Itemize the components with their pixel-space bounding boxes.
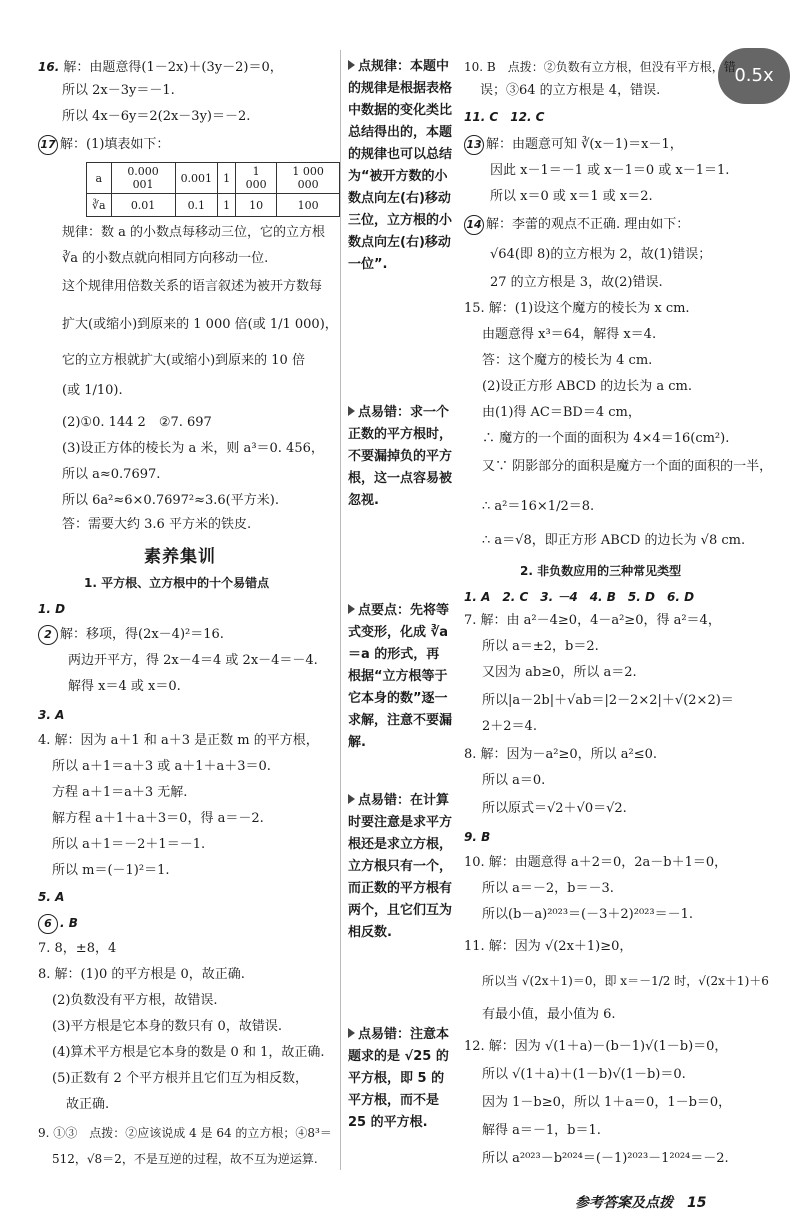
answer-7: 7. 8，±8，4	[38, 941, 117, 956]
triangle-marker-icon	[348, 604, 355, 614]
text-line: 这个规律用倍数关系的语言叙述为被开方数每	[62, 279, 323, 294]
text-line: 由(1)得 AC＝BD＝4 cm，	[482, 405, 641, 420]
text-line: 解得 x＝4 或 x＝0.	[68, 679, 181, 694]
triangle-marker-icon	[348, 794, 355, 804]
text-line: 所以 x＝0 或 x＝1 或 x＝2.	[490, 189, 653, 204]
text-line: 方程 a＋1＝a＋3 无解.	[52, 785, 188, 800]
text-line: (2)设正方形 ABCD 的边长为 a cm.	[482, 379, 692, 394]
page-footer: 参考答案及点拨 15	[575, 1195, 707, 1211]
text-line: 解方程 a＋1＋a＋3＝0，得 a＝－2.	[52, 811, 264, 826]
text-line: (2)负数没有平方根，故错误.	[52, 993, 218, 1008]
note-error-1: 点易错：求一个正数的平方根时，不要漏掉负的平方根，这一点容易被忽视.	[348, 405, 453, 508]
answer-12: 12. 解：因为 √(1＋a)－(b－1)√(1－b)＝0，	[464, 1039, 728, 1054]
section-title: 素养集训	[144, 547, 216, 567]
text-line: 所以 a≈0.7697.	[62, 467, 161, 482]
triangle-marker-icon	[348, 406, 355, 416]
text-line: 所以 6a²≈6×0.7697²≈3.6(平方米).	[62, 493, 279, 508]
text-line: 所以当 √(2x＋1)＝0，即 x＝－1/2 时，√(2x＋1)＋6	[482, 974, 769, 988]
text-line: 所以 a＋1＝a＋3 或 a＋1＋a＋3＝0.	[52, 759, 271, 774]
answer-7: 7. 解：由 a²－4≥0，4－a²≥0，得 a²＝4，	[464, 613, 721, 628]
answer-14: 14 解：李蕾的观点不正确. 理由如下：	[464, 214, 689, 236]
text-line: (4)算术平方根是它本身的数是 0 和 1，故正确.	[52, 1045, 325, 1060]
text-line: 所以 a＝－2，b＝－3.	[482, 881, 614, 896]
text-line: 它的立方根就扩大(或缩小)到原来的 10 倍	[62, 353, 305, 368]
section-subtitle: 1. 平方根、立方根中的十个易错点	[84, 576, 270, 590]
text-line: 27 的立方根是 3，故(2)错误.	[490, 275, 663, 290]
text-line: 所以 m＝(－1)²＝1.	[52, 863, 170, 878]
text-line: 解得 a＝－1，b＝1.	[482, 1123, 601, 1138]
answer-6: 6 . B	[38, 912, 78, 935]
text-line: 所以 a＝±2，b＝2.	[482, 639, 599, 654]
text-line: (3)平方根是它本身的数只有 0，故错误.	[52, 1019, 282, 1034]
table-row: a 0.000 001 0.001 1 1 000 1 000 000	[87, 163, 340, 194]
text-line: 两边开平方，得 2x－4＝4 或 2x－4＝－4.	[68, 653, 318, 668]
text-line: 由题意得 x³＝64，解得 x＝4.	[482, 327, 657, 342]
note-rule: 点规律：本题中的规律是根据表格中数据的变化类比总结得出的，本题的规律也可以总结为“被开方数的小数点向左(右)移动三位，立方根的小数点向左(右)移动一位”.	[348, 59, 453, 272]
answer-8: 8. 解：(1)0 的平方根是 0，故正确.	[38, 967, 245, 982]
answer-16: 16. 解：由题意得(1－2x)＋(3y－2)＝0，	[38, 60, 283, 75]
text-line: 答：这个魔方的棱长为 4 cm.	[482, 353, 653, 368]
table-row: ∛a 0.01 0.1 1 10 100	[87, 194, 340, 217]
answer-10: 10. 解：由题意得 a＋2＝0，2a－b＋1＝0，	[464, 855, 728, 870]
text-line: √64(即 8)的立方根为 2，故(1)错误；	[490, 247, 712, 262]
text-line: ∴ 魔方的一个面的面积为 4×4＝16(cm²).	[482, 431, 730, 446]
text-line: 扩大(或缩小)到原来的 1 000 倍(或 1/1 000)，	[62, 317, 338, 332]
text-line: 所以(b－a)²⁰²³＝(－3＋2)²⁰²³＝－1.	[482, 907, 693, 922]
answer-11: 11. 解：因为 √(2x＋1)≥0，	[464, 939, 633, 954]
text-line: 所以 a＝0.	[482, 773, 546, 788]
note-error-3: 点易错：注意本题求的是 √25 的平方根，即 5 的平方根，而不是 25 的平方根.	[348, 1027, 450, 1130]
text-line: ∴ a＝√8，即正方形 ABCD 的边长为 √8 cm.	[482, 533, 746, 548]
text-line: ∴ a²＝16×1/2＝8.	[482, 499, 595, 514]
text-line: 所以原式＝√2＋√0＝√2.	[482, 801, 627, 816]
triangle-marker-icon	[348, 60, 355, 70]
text-line: 所以 a²⁰²³－b²⁰²⁴＝(－1)²⁰²³－1²⁰²⁴＝－2.	[482, 1151, 729, 1166]
text-line: 因此 x－1＝－1 或 x－1＝0 或 x－1＝1.	[490, 163, 730, 178]
answer-10: 10. B 点拨：②负数有立方根，但没有平方根，错	[464, 60, 736, 74]
answer-4: 4. 解：因为 a＋1 和 a＋3 是正数 m 的平方根，	[38, 733, 319, 748]
text-line: 所以|a－2b|＋√ab＝|2－2×2|＋√(2×2)＝	[482, 693, 734, 708]
answer-15: 15. 解：(1)设这个魔方的棱长为 x cm.	[464, 301, 690, 316]
text-line: 512，√8＝2，不是互逆的过程，故不互为逆运算.	[52, 1152, 318, 1166]
text-line: 规律：数 a 的小数点每移动三位，它的立方根	[62, 225, 326, 240]
answer-11-12: 11. C 12. C	[464, 110, 545, 124]
triangle-marker-icon	[348, 1028, 355, 1038]
text-line: 故正确.	[66, 1097, 110, 1112]
text-line: 又因为 ab≥0，所以 a＝2.	[482, 665, 637, 680]
text-line: 答：需要大约 3.6 平方米的铁皮.	[62, 517, 252, 532]
text-line: (5)正数有 2 个平方根并且它们互为相反数，	[52, 1071, 308, 1086]
answer-1: 1. D	[38, 602, 66, 616]
cube-root-table	[86, 162, 340, 217]
text-line: 误；③64 的立方根是 4，错误.	[480, 83, 661, 98]
answer-9: 9. B	[464, 830, 491, 844]
section-subtitle: 2. 非负数应用的三种常见类型	[520, 564, 682, 578]
answer-9: 9. ①③ 点拨：②应该说成 4 是 64 的立方根；④8³＝	[38, 1126, 332, 1140]
text-line: (或 1/10).	[62, 383, 123, 398]
text-line: 因为 1－b≥0，所以 1＋a＝0，1－b＝0，	[482, 1095, 732, 1110]
column-divider	[340, 50, 341, 1170]
answer-2: 2 解：移项，得(2x－4)²＝16.	[38, 624, 224, 646]
text-line: 所以 √(1＋a)＋(1－b)√(1－b)＝0.	[482, 1067, 686, 1082]
note-error-2: 点易错：在计算时要注意是求平方根还是求立方根，立方根只有一个，而正数的平方根有两个，且它们互为相反数.	[348, 793, 453, 940]
text-line: (3)设正方体的棱长为 a 米，则 a³＝0. 456，	[62, 441, 324, 456]
text-line: 所以 2x－3y＝－1.	[62, 83, 175, 98]
text-line: 所以 a＋1＝－2＋1＝－1.	[52, 837, 206, 852]
zoom-badge[interactable]: 0.5x	[718, 48, 790, 104]
text-line: 又∵ 阴影部分的面积是魔方一个面的面积的一半，	[482, 459, 773, 474]
answer-17: 17 解：(1)填表如下：	[38, 134, 169, 156]
answer-5: 5. A	[38, 890, 65, 904]
answer-13: 13 解：由题意可知 ∛(x－1)＝x－1，	[464, 134, 683, 156]
text-line: (2)①0. 144 2 ②7. 697	[62, 415, 212, 430]
text-line: 有最小值，最小值为 6.	[482, 1007, 616, 1022]
note-key: 点要点：先将等式变形，化成 ∛a＝a 的形式，再根据“立方根等于它本身的数”逐一求解，注意不要漏解.	[348, 603, 453, 750]
text-line: 2＋2＝4.	[482, 719, 537, 734]
answer-3: 3. A	[38, 708, 65, 722]
text-line: ∛a 的小数点就向相同方向移动一位.	[62, 251, 269, 266]
answer-1-6: 1. A 2. C 3. －4 4. B 5. D 6. D	[464, 590, 695, 604]
text-line: 所以 4x－6y＝2(2x－3y)＝－2.	[62, 109, 251, 124]
answer-8: 8. 解：因为－a²≥0，所以 a²≤0.	[464, 747, 658, 762]
